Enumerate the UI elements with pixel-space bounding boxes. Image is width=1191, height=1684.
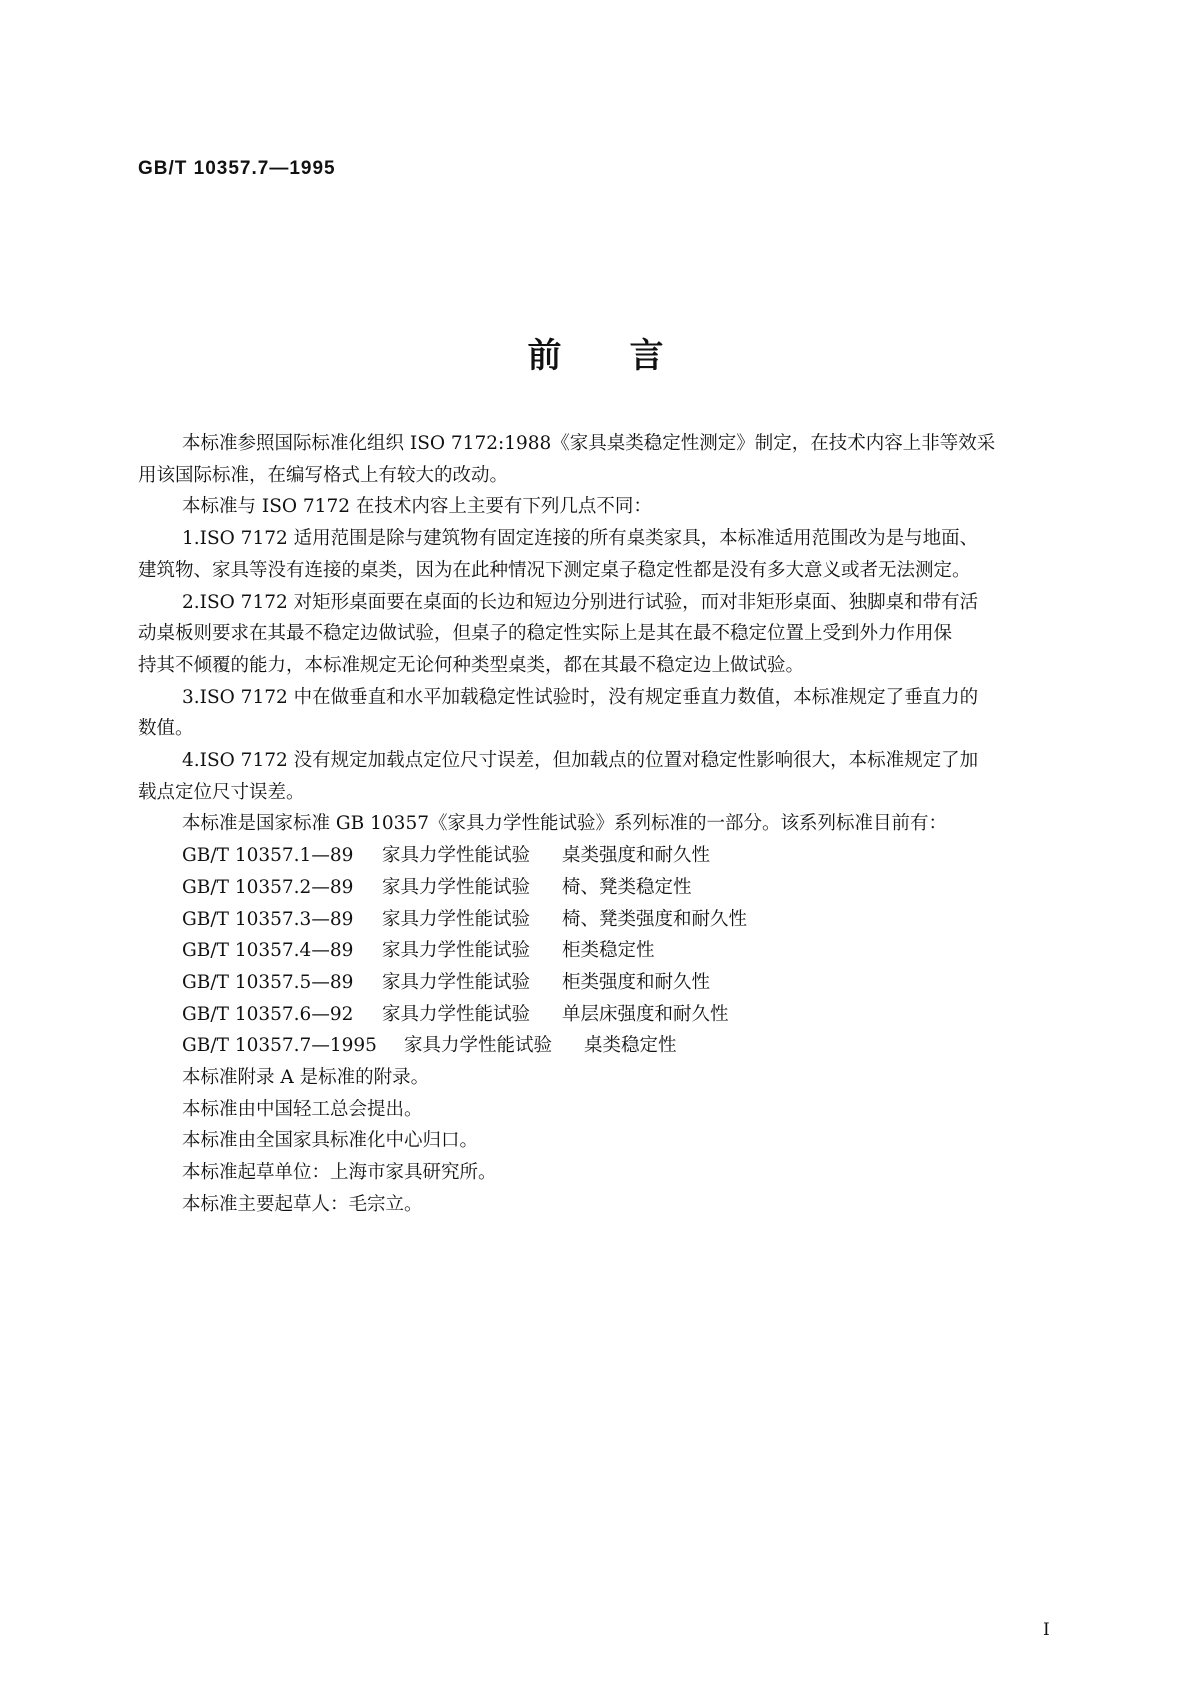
standard-code: GB/T 10357.2—89 bbox=[182, 876, 354, 898]
standard-series: 家具力学性能试验 bbox=[382, 971, 531, 993]
paragraph-line: 4.ISO 7172 没有规定加载点定位尺寸误差，但加载点的位置对稳定性影响很大，本标准规定了加 bbox=[182, 750, 979, 772]
standards-list bbox=[182, 840, 1080, 1062]
standard-code: GB/T 10357.4—89 bbox=[182, 940, 354, 962]
standard-name: 椅、凳类强度和耐久性 bbox=[562, 908, 748, 930]
paragraph-line: 1.ISO 7172 适用范围是除与建筑物有固定连接的所有桌类家具，本标准适用范围改为是与地面、 bbox=[182, 528, 979, 550]
paragraph-line: 3.ISO 7172 中在做垂直和水平加载稳定性试验时，没有规定垂直力数值，本标准规定了垂直力的 bbox=[182, 686, 979, 708]
paragraph-line: 持其不倾覆的能力，本标准规定无论何种类型桌类，都在其最不稳定边上做试验。 bbox=[138, 654, 805, 676]
paragraph-drafting-unit: 本标准起草单位：上海市家具研究所。 bbox=[182, 1162, 497, 1184]
standard-series: 家具力学性能试验 bbox=[382, 940, 531, 962]
paragraph-line: 动桌板则要求在其最不稳定边做试验，但桌子的稳定性实际上是其在最不稳定位置上受到外力作用保 bbox=[138, 623, 953, 645]
standard-list-item bbox=[182, 840, 1080, 872]
standard-name: 椅、凳类稳定性 bbox=[562, 876, 692, 898]
standard-name: 柜类强度和耐久性 bbox=[562, 971, 711, 993]
paragraph-difference-2 bbox=[138, 587, 1080, 682]
paragraph-difference-4 bbox=[138, 745, 1080, 808]
paragraph-managed-by: 本标准由全国家具标准化中心归口。 bbox=[182, 1130, 479, 1152]
standard-series: 家具力学性能试验 bbox=[382, 1003, 531, 1025]
paragraph-proposed-by: 本标准由中国轻工总会提出。 bbox=[182, 1098, 423, 1120]
paragraph-main-drafter: 本标准主要起草人：毛宗立。 bbox=[182, 1193, 423, 1215]
standard-name: 单层床强度和耐久性 bbox=[562, 1003, 729, 1025]
standard-list-item bbox=[182, 999, 1080, 1031]
standard-series: 家具力学性能试验 bbox=[382, 908, 531, 930]
paragraph-line: 2.ISO 7172 对矩形桌面要在桌面的长边和短边分别进行试验，而对非矩形桌面、独脚桌和带有活 bbox=[182, 591, 979, 613]
standard-name: 柜类稳定性 bbox=[562, 940, 655, 962]
paragraph-difference-3 bbox=[138, 682, 1080, 745]
paragraph-difference-1 bbox=[138, 523, 1080, 586]
standard-list-item bbox=[182, 967, 1080, 999]
standard-code: GB/T 10357.7—1995 bbox=[182, 1035, 377, 1057]
standard-list-item bbox=[182, 872, 1080, 904]
standard-list-item bbox=[182, 1030, 1080, 1062]
foreword-body bbox=[138, 428, 1080, 1221]
standard-series: 家具力学性能试验 bbox=[382, 876, 531, 898]
paragraph-appendix-note: 本标准附录 A 是标准的附录。 bbox=[182, 1067, 430, 1089]
paragraph-line: 用该国际标准，在编写格式上有较大的改动。 bbox=[138, 464, 509, 486]
paragraph-line: 本标准参照国际标准化组织 ISO 7172:1988《家具桌类稳定性测定》制定，在技术内容上非等效采 bbox=[182, 433, 996, 454]
standard-series: 家具力学性能试验 bbox=[404, 1035, 553, 1057]
paragraph-differences-heading: 本标准与 ISO 7172 在技术内容上主要有下列几点不同： bbox=[182, 496, 652, 518]
standard-code: GB/T 10357.5—89 bbox=[182, 971, 354, 993]
paragraph-series-intro: 本标准是国家标准 GB 10357《家具力学性能试验》系列标准的一部分。该系列标准目前有： bbox=[182, 813, 947, 835]
standard-code: GB/T 10357.1—89 bbox=[182, 845, 354, 867]
paragraph-line: 数值。 bbox=[138, 718, 194, 740]
standard-code-header: GB/T 10357.7—1995 bbox=[138, 158, 336, 179]
standard-list-item bbox=[182, 904, 1080, 936]
standard-name: 桌类稳定性 bbox=[584, 1035, 677, 1057]
paragraph-line: 载点定位尺寸误差。 bbox=[138, 781, 305, 803]
standard-series: 家具力学性能试验 bbox=[382, 845, 531, 867]
paragraph-line: 建筑物、家具等没有连接的桌类，因为在此种情况下测定桌子稳定性都是没有多大意义或者无法测定。 bbox=[138, 559, 971, 581]
standard-name: 桌类强度和耐久性 bbox=[562, 845, 711, 867]
standard-list-item bbox=[182, 935, 1080, 967]
standard-code: GB/T 10357.6—92 bbox=[182, 1003, 354, 1025]
page-title: 前言 bbox=[527, 336, 732, 376]
standard-code: GB/T 10357.3—89 bbox=[182, 908, 354, 930]
paragraph-intro bbox=[138, 428, 1080, 491]
page-number: I bbox=[1043, 1620, 1050, 1640]
